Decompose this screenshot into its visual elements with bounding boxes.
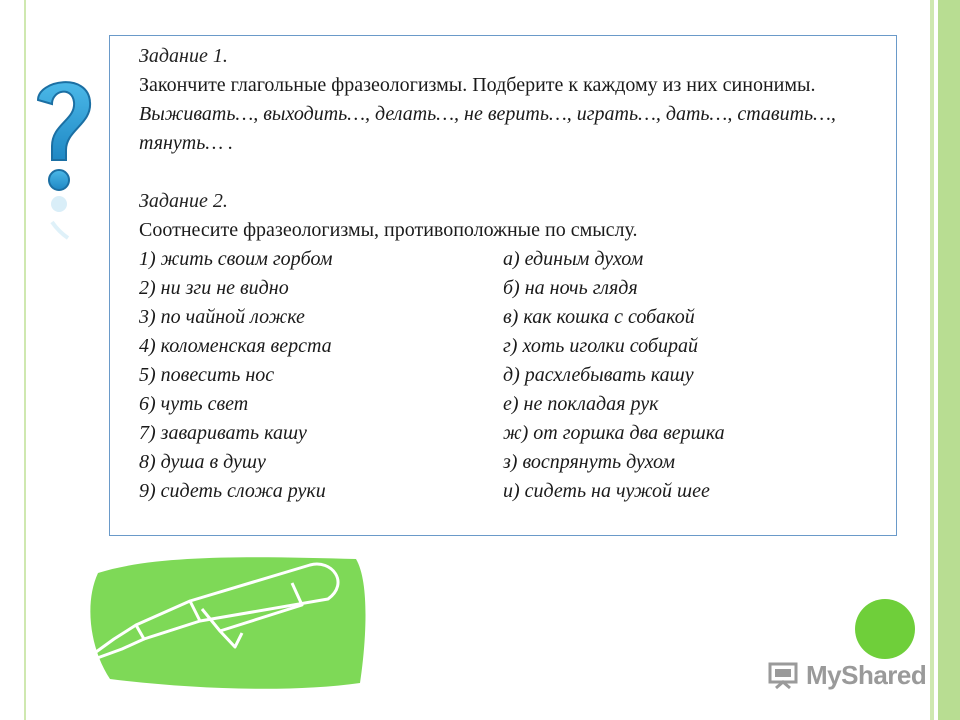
idiom-right-item: а) единым духом bbox=[503, 248, 644, 270]
task1-instruction: Закончите глагольные фразеологизмы. Подберите к каждому из них синонимы. bbox=[139, 74, 816, 96]
task2-title: Задание 2. bbox=[139, 190, 228, 212]
idiom-right-item: ж) от горшка два вершка bbox=[503, 422, 725, 444]
idiom-right-item: з) воспрянуть духом bbox=[503, 451, 675, 473]
left-border-decoration bbox=[0, 0, 26, 720]
idiom-right-item: е) не покладая рук bbox=[503, 393, 659, 415]
question-mark-icon bbox=[28, 72, 98, 242]
fountain-pen-icon bbox=[70, 553, 370, 693]
idiom-right-item: в) как кошка с собакой bbox=[503, 306, 695, 328]
idiom-right-item: и) сидеть на чужой шее bbox=[503, 480, 710, 502]
idiom-right-item: б) на ночь глядя bbox=[503, 277, 638, 299]
idiom-right-item: д) расхлебывать кашу bbox=[503, 364, 694, 386]
idiom-left-item: 7) заваривать кашу bbox=[139, 422, 307, 444]
idiom-pairs-table bbox=[139, 245, 896, 506]
idiom-left-item: 6) чуть свет bbox=[139, 393, 249, 415]
idiom-left-item: 2) ни зги не видно bbox=[139, 277, 289, 299]
task-text-box bbox=[109, 35, 897, 536]
idiom-left-item: 9) сидеть сложа руки bbox=[139, 480, 326, 502]
watermark-label: MyShared bbox=[806, 659, 927, 690]
right-border-decoration bbox=[920, 0, 960, 720]
idiom-left-item: 4) коломенская верста bbox=[139, 335, 332, 357]
green-circle-decoration bbox=[855, 599, 915, 659]
spacer bbox=[139, 158, 896, 187]
presentation-icon bbox=[766, 658, 800, 692]
myshared-watermark bbox=[766, 655, 926, 695]
idiom-right-item: г) хоть иголки собирай bbox=[503, 335, 698, 357]
task1-word-list: Выживать…, выходить…, делать…, не верить…, играть…, дать…, ставить…, тянуть… . bbox=[139, 103, 836, 154]
idiom-left-item: 8) душа в душу bbox=[139, 451, 266, 473]
idiom-left-item: 5) повесить нос bbox=[139, 364, 275, 386]
idiom-left-item: 1) жить своим горбом bbox=[139, 248, 333, 270]
task1-title: Задание 1. bbox=[139, 45, 228, 67]
task2-instruction: Соотнесите фразеологизмы, противоположные по смыслу. bbox=[139, 219, 638, 241]
idiom-left-item: 3) по чайной ложке bbox=[139, 306, 305, 328]
